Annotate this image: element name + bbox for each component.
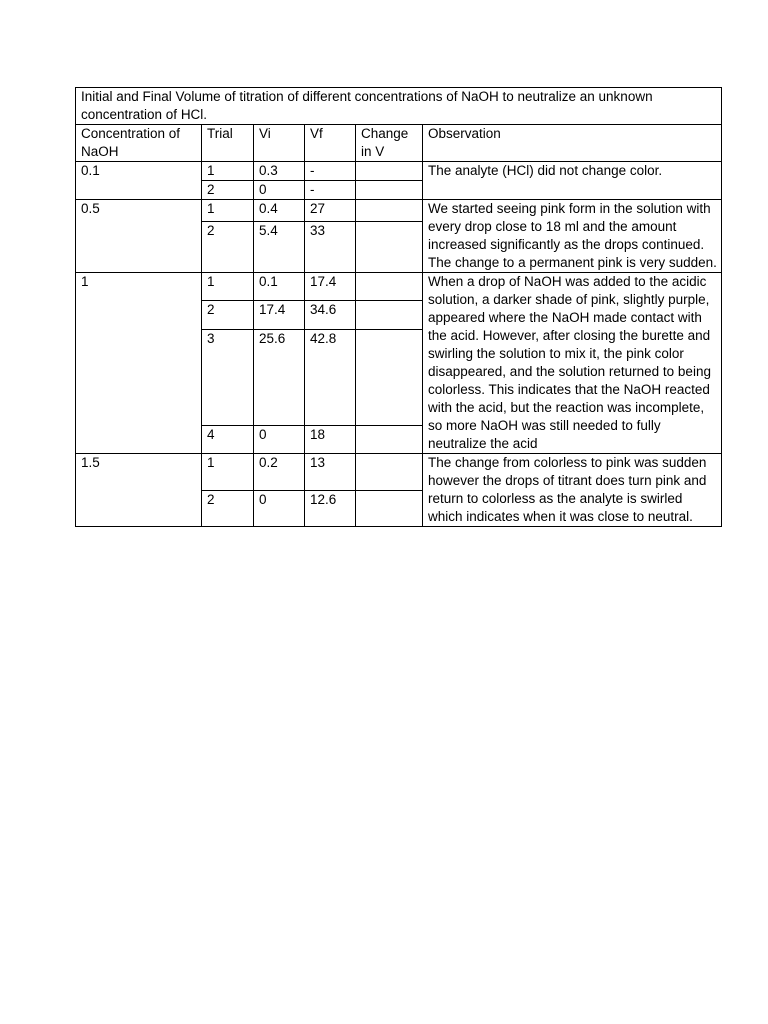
concentration-cell: 0.1 xyxy=(76,162,202,200)
vi-cell: 5.4 xyxy=(254,222,305,273)
header-vi: Vi xyxy=(254,125,305,162)
vf-cell: 17.4 xyxy=(305,273,356,301)
vi-cell: 25.6 xyxy=(254,329,305,425)
table-row xyxy=(76,200,722,222)
vi-cell: 0.2 xyxy=(254,454,305,491)
trial-cell: 2 xyxy=(202,222,254,273)
header-trial: Trial xyxy=(202,125,254,162)
vf-cell: 42.8 xyxy=(305,329,356,425)
header-change: Change in V xyxy=(356,125,423,162)
header-row xyxy=(76,125,722,162)
trial-cell: 1 xyxy=(202,162,254,181)
concentration-cell: 0.5 xyxy=(76,200,202,273)
header-observation: Observation xyxy=(423,125,722,162)
observation-cell: The analyte (HCl) did not change color. xyxy=(423,162,722,200)
change-cell xyxy=(356,181,423,200)
change-cell xyxy=(356,301,423,329)
change-cell xyxy=(356,454,423,491)
vf-cell: 34.6 xyxy=(305,301,356,329)
vi-cell: 0.4 xyxy=(254,200,305,222)
vi-cell: 0 xyxy=(254,181,305,200)
vi-cell: 0 xyxy=(254,490,305,527)
change-cell xyxy=(356,425,423,453)
vf-cell: 13 xyxy=(305,454,356,491)
trial-cell: 2 xyxy=(202,181,254,200)
vf-cell: 33 xyxy=(305,222,356,273)
vi-cell: 0.1 xyxy=(254,273,305,301)
titration-table xyxy=(75,87,722,527)
observation-cell: When a drop of NaOH was added to the acidic solution, a darker shade of pink, slightly purple, appeared where the NaOH made contact with the acid. However, after closing the burette and swirling the solution to mix it, the pink color disappeared, and the solution returned to being colorless. This indicates that the NaOH reacted with the acid, but the reaction was incomplete, so more NaOH was still needed to fully neutralize the acid xyxy=(423,273,722,454)
header-concentration: Concentration of NaOH xyxy=(76,125,202,162)
trial-cell: 2 xyxy=(202,490,254,527)
observation-cell: The change from colorless to pink was sudden however the drops of titrant does turn pink and return to colorless as the analyte is swirled which indicates when it was close to neutral. xyxy=(423,454,722,527)
vi-cell: 0 xyxy=(254,425,305,453)
trial-cell: 2 xyxy=(202,301,254,329)
trial-cell: 1 xyxy=(202,273,254,301)
table-caption-row xyxy=(76,88,722,125)
table-row xyxy=(76,162,722,181)
vf-cell: 27 xyxy=(305,200,356,222)
vi-cell: 17.4 xyxy=(254,301,305,329)
vf-cell: 12.6 xyxy=(305,490,356,527)
change-cell xyxy=(356,200,423,222)
header-vf: Vf xyxy=(305,125,356,162)
table-row xyxy=(76,273,722,301)
trial-cell: 3 xyxy=(202,329,254,425)
change-cell xyxy=(356,162,423,181)
vf-cell: 18 xyxy=(305,425,356,453)
vf-cell: - xyxy=(305,181,356,200)
change-cell xyxy=(356,222,423,273)
change-cell xyxy=(356,329,423,425)
trial-cell: 4 xyxy=(202,425,254,453)
concentration-cell: 1 xyxy=(76,273,202,454)
vi-cell: 0.3 xyxy=(254,162,305,181)
change-cell xyxy=(356,490,423,527)
table-row xyxy=(76,454,722,491)
trial-cell: 1 xyxy=(202,200,254,222)
observation-cell: We started seeing pink form in the solution with every drop close to 18 ml and the amount increased significantly as the drops continued. The change to a permanent pink is very sudden. xyxy=(423,200,722,273)
vf-cell: - xyxy=(305,162,356,181)
concentration-cell: 1.5 xyxy=(76,454,202,527)
table-caption: Initial and Final Volume of titration of different concentrations of NaOH to neutralize an unknown concentration of HCl. xyxy=(76,88,722,125)
trial-cell: 1 xyxy=(202,454,254,491)
change-cell xyxy=(356,273,423,301)
